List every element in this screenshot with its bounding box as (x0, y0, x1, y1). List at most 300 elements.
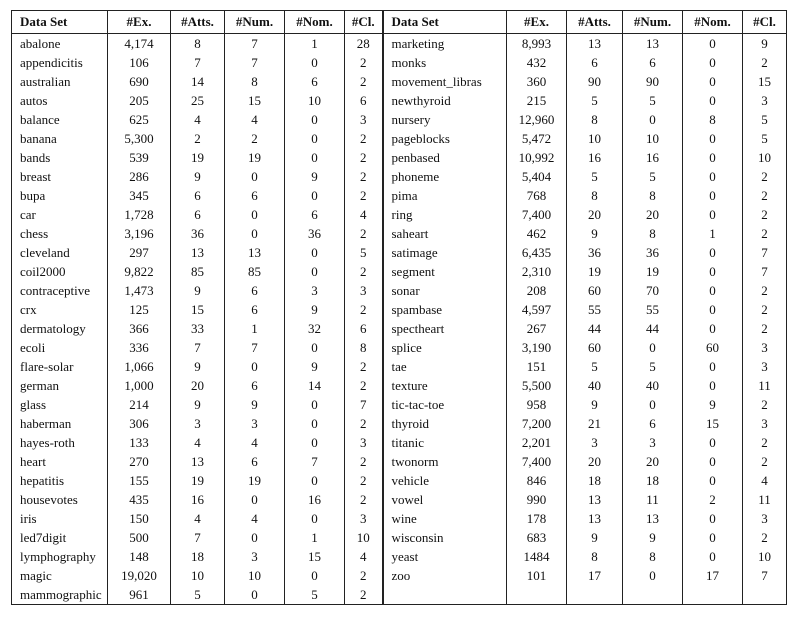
left-nominal-cell: 0 (285, 148, 345, 167)
right-numeric-cell: 6 (623, 53, 683, 72)
right-nominal-cell: 0 (683, 72, 743, 91)
header-classes-left: #Cl. (345, 11, 383, 34)
table-row (12, 72, 787, 91)
left-examples-cell: 1,000 (108, 376, 171, 395)
right-nominal-cell: 0 (683, 262, 743, 281)
left-attributes-cell: 8 (171, 34, 225, 54)
left-examples-cell: 1,066 (108, 357, 171, 376)
left-nominal-cell: 0 (285, 338, 345, 357)
left-examples-cell: 435 (108, 490, 171, 509)
left-examples-cell: 4,174 (108, 34, 171, 54)
right-dataset-name-cell: wisconsin (383, 528, 507, 547)
left-numeric-cell: 6 (225, 376, 285, 395)
left-numeric-cell: 2 (225, 129, 285, 148)
right-attributes-cell: 60 (567, 281, 623, 300)
right-dataset-name-cell: vowel (383, 490, 507, 509)
left-numeric-cell: 15 (225, 91, 285, 110)
table-body (12, 34, 787, 605)
left-examples-cell: 133 (108, 433, 171, 452)
right-numeric-cell: 8 (623, 547, 683, 566)
right-dataset-name-cell: wine (383, 509, 507, 528)
table-row (12, 34, 787, 54)
left-dataset-name-cell: hayes-roth (12, 433, 108, 452)
right-dataset-name-cell: vehicle (383, 471, 507, 490)
right-nominal-cell: 0 (683, 509, 743, 528)
header-attributes-right: #Atts. (567, 11, 623, 34)
left-classes-cell: 2 (345, 357, 383, 376)
left-numeric-cell: 1 (225, 319, 285, 338)
left-classes-cell: 2 (345, 148, 383, 167)
right-nominal-cell: 2 (683, 490, 743, 509)
table-row (12, 53, 787, 72)
right-dataset-name-cell: twonorm (383, 452, 507, 471)
table-row (12, 167, 787, 186)
left-nominal-cell: 32 (285, 319, 345, 338)
left-classes-cell: 8 (345, 338, 383, 357)
left-nominal-cell: 3 (285, 281, 345, 300)
table-row (12, 395, 787, 414)
right-nominal-cell: 0 (683, 243, 743, 262)
right-numeric-cell (623, 585, 683, 605)
table-row (12, 338, 787, 357)
left-nominal-cell: 1 (285, 528, 345, 547)
left-nominal-cell: 0 (285, 110, 345, 129)
right-attributes-cell: 8 (567, 547, 623, 566)
table-row (12, 585, 787, 605)
right-attributes-cell: 10 (567, 129, 623, 148)
right-dataset-name-cell: yeast (383, 547, 507, 566)
left-attributes-cell: 20 (171, 376, 225, 395)
right-attributes-cell: 40 (567, 376, 623, 395)
right-dataset-name-cell: thyroid (383, 414, 507, 433)
left-nominal-cell: 5 (285, 585, 345, 605)
table-row (12, 414, 787, 433)
left-attributes-cell: 3 (171, 414, 225, 433)
left-examples-cell: 148 (108, 547, 171, 566)
right-examples-cell: 846 (507, 471, 567, 490)
left-examples-cell: 106 (108, 53, 171, 72)
right-attributes-cell: 36 (567, 243, 623, 262)
left-numeric-cell: 0 (225, 490, 285, 509)
right-numeric-cell: 8 (623, 224, 683, 243)
right-nominal-cell: 0 (683, 528, 743, 547)
right-numeric-cell: 55 (623, 300, 683, 319)
left-classes-cell: 2 (345, 376, 383, 395)
left-examples-cell: 270 (108, 452, 171, 471)
right-attributes-cell: 16 (567, 148, 623, 167)
left-examples-cell: 9,822 (108, 262, 171, 281)
left-dataset-name-cell: car (12, 205, 108, 224)
left-attributes-cell: 5 (171, 585, 225, 605)
right-examples-cell: 2,201 (507, 433, 567, 452)
left-numeric-cell: 6 (225, 300, 285, 319)
right-classes-cell: 7 (743, 262, 787, 281)
table-row (12, 509, 787, 528)
left-classes-cell: 2 (345, 224, 383, 243)
right-nominal-cell: 0 (683, 300, 743, 319)
left-attributes-cell: 19 (171, 471, 225, 490)
left-attributes-cell: 4 (171, 433, 225, 452)
right-dataset-name-cell: ring (383, 205, 507, 224)
right-classes-cell: 3 (743, 414, 787, 433)
right-classes-cell: 3 (743, 91, 787, 110)
left-dataset-name-cell: heart (12, 452, 108, 471)
left-nominal-cell: 0 (285, 414, 345, 433)
right-examples-cell: 360 (507, 72, 567, 91)
right-classes-cell: 3 (743, 338, 787, 357)
left-nominal-cell: 0 (285, 129, 345, 148)
left-dataset-name-cell: balance (12, 110, 108, 129)
right-numeric-cell: 36 (623, 243, 683, 262)
left-examples-cell: 3,196 (108, 224, 171, 243)
right-nominal-cell: 0 (683, 452, 743, 471)
left-nominal-cell: 0 (285, 509, 345, 528)
right-classes-cell (743, 585, 787, 605)
table-row (12, 186, 787, 205)
table-row (12, 110, 787, 129)
left-nominal-cell: 16 (285, 490, 345, 509)
right-dataset-name-cell: monks (383, 53, 507, 72)
left-attributes-cell: 19 (171, 148, 225, 167)
right-numeric-cell: 3 (623, 433, 683, 452)
header-attributes-left: #Atts. (171, 11, 225, 34)
right-nominal-cell: 0 (683, 91, 743, 110)
datasets-table (11, 10, 787, 605)
left-dataset-name-cell: iris (12, 509, 108, 528)
table-row (12, 376, 787, 395)
right-attributes-cell: 55 (567, 300, 623, 319)
left-attributes-cell: 9 (171, 357, 225, 376)
right-attributes-cell (567, 585, 623, 605)
table-row (12, 281, 787, 300)
left-attributes-cell: 85 (171, 262, 225, 281)
right-classes-cell: 10 (743, 148, 787, 167)
right-dataset-name-cell: satimage (383, 243, 507, 262)
left-numeric-cell: 0 (225, 528, 285, 547)
right-classes-cell: 2 (743, 167, 787, 186)
right-examples-cell: 267 (507, 319, 567, 338)
table-row (12, 357, 787, 376)
right-attributes-cell: 9 (567, 528, 623, 547)
right-nominal-cell: 17 (683, 566, 743, 585)
right-nominal-cell: 0 (683, 148, 743, 167)
left-classes-cell: 3 (345, 281, 383, 300)
table-row (12, 452, 787, 471)
header-examples-left: #Ex. (108, 11, 171, 34)
table-row (12, 300, 787, 319)
left-dataset-name-cell: led7digit (12, 528, 108, 547)
left-attributes-cell: 13 (171, 243, 225, 262)
right-numeric-cell: 13 (623, 34, 683, 54)
right-numeric-cell: 18 (623, 471, 683, 490)
left-examples-cell: 19,020 (108, 566, 171, 585)
table-row (12, 243, 787, 262)
right-classes-cell: 2 (743, 319, 787, 338)
table-row (12, 471, 787, 490)
table-row (12, 91, 787, 110)
left-attributes-cell: 4 (171, 110, 225, 129)
left-classes-cell: 2 (345, 186, 383, 205)
left-attributes-cell: 10 (171, 566, 225, 585)
right-attributes-cell: 20 (567, 452, 623, 471)
left-classes-cell: 2 (345, 53, 383, 72)
right-nominal-cell: 60 (683, 338, 743, 357)
right-numeric-cell: 5 (623, 357, 683, 376)
left-examples-cell: 297 (108, 243, 171, 262)
left-attributes-cell: 7 (171, 338, 225, 357)
left-classes-cell: 3 (345, 433, 383, 452)
left-nominal-cell: 0 (285, 395, 345, 414)
right-nominal-cell: 0 (683, 281, 743, 300)
left-classes-cell: 6 (345, 91, 383, 110)
left-attributes-cell: 4 (171, 509, 225, 528)
left-attributes-cell: 9 (171, 395, 225, 414)
right-numeric-cell: 19 (623, 262, 683, 281)
right-examples-cell: 215 (507, 91, 567, 110)
right-nominal-cell: 0 (683, 547, 743, 566)
left-dataset-name-cell: glass (12, 395, 108, 414)
right-nominal-cell: 0 (683, 376, 743, 395)
left-dataset-name-cell: chess (12, 224, 108, 243)
left-dataset-name-cell: lymphography (12, 547, 108, 566)
left-numeric-cell: 7 (225, 34, 285, 54)
left-dataset-name-cell: banana (12, 129, 108, 148)
left-dataset-name-cell: crx (12, 300, 108, 319)
left-nominal-cell: 0 (285, 186, 345, 205)
left-dataset-name-cell: mammographic (12, 585, 108, 605)
left-nominal-cell: 0 (285, 471, 345, 490)
left-nominal-cell: 0 (285, 243, 345, 262)
left-examples-cell: 286 (108, 167, 171, 186)
right-examples-cell: 10,992 (507, 148, 567, 167)
right-examples-cell: 5,404 (507, 167, 567, 186)
left-numeric-cell: 4 (225, 509, 285, 528)
left-numeric-cell: 3 (225, 547, 285, 566)
right-classes-cell: 2 (743, 433, 787, 452)
left-dataset-name-cell: bupa (12, 186, 108, 205)
right-dataset-name-cell: spectheart (383, 319, 507, 338)
right-numeric-cell: 0 (623, 395, 683, 414)
right-examples-cell: 7,200 (507, 414, 567, 433)
right-dataset-name-cell: saheart (383, 224, 507, 243)
right-numeric-cell: 70 (623, 281, 683, 300)
table-row (12, 433, 787, 452)
left-numeric-cell: 6 (225, 186, 285, 205)
right-numeric-cell: 0 (623, 110, 683, 129)
left-nominal-cell: 0 (285, 262, 345, 281)
right-examples-cell: 8,993 (507, 34, 567, 54)
right-classes-cell: 5 (743, 129, 787, 148)
left-classes-cell: 2 (345, 72, 383, 91)
right-numeric-cell: 8 (623, 186, 683, 205)
right-nominal-cell: 9 (683, 395, 743, 414)
right-examples-cell: 683 (507, 528, 567, 547)
left-examples-cell: 366 (108, 319, 171, 338)
right-dataset-name-cell: tic-tac-toe (383, 395, 507, 414)
right-classes-cell: 3 (743, 509, 787, 528)
left-examples-cell: 336 (108, 338, 171, 357)
right-nominal-cell (683, 585, 743, 605)
right-numeric-cell: 5 (623, 91, 683, 110)
right-examples-cell: 768 (507, 186, 567, 205)
right-attributes-cell: 90 (567, 72, 623, 91)
left-nominal-cell: 0 (285, 53, 345, 72)
left-classes-cell: 7 (345, 395, 383, 414)
left-classes-cell: 10 (345, 528, 383, 547)
left-examples-cell: 345 (108, 186, 171, 205)
left-nominal-cell: 9 (285, 167, 345, 186)
left-numeric-cell: 6 (225, 281, 285, 300)
right-classes-cell: 2 (743, 281, 787, 300)
right-classes-cell: 7 (743, 243, 787, 262)
right-dataset-name-cell: marketing (383, 34, 507, 54)
left-attributes-cell: 2 (171, 129, 225, 148)
right-numeric-cell: 90 (623, 72, 683, 91)
left-numeric-cell: 7 (225, 53, 285, 72)
right-dataset-name-cell: pageblocks (383, 129, 507, 148)
header-row (12, 11, 787, 34)
right-numeric-cell: 9 (623, 528, 683, 547)
left-numeric-cell: 9 (225, 395, 285, 414)
left-numeric-cell: 19 (225, 471, 285, 490)
left-attributes-cell: 9 (171, 167, 225, 186)
right-attributes-cell: 5 (567, 167, 623, 186)
left-attributes-cell: 7 (171, 53, 225, 72)
left-classes-cell: 2 (345, 585, 383, 605)
right-dataset-name-cell: texture (383, 376, 507, 395)
header-classes-right: #Cl. (743, 11, 787, 34)
table-row (12, 262, 787, 281)
right-classes-cell: 3 (743, 357, 787, 376)
right-examples-cell: 7,400 (507, 452, 567, 471)
right-nominal-cell: 0 (683, 471, 743, 490)
right-attributes-cell: 9 (567, 395, 623, 414)
left-nominal-cell: 10 (285, 91, 345, 110)
right-examples-cell: 2,310 (507, 262, 567, 281)
left-numeric-cell: 7 (225, 338, 285, 357)
left-examples-cell: 125 (108, 300, 171, 319)
left-nominal-cell: 9 (285, 300, 345, 319)
right-dataset-name-cell: phoneme (383, 167, 507, 186)
left-classes-cell: 2 (345, 262, 383, 281)
left-numeric-cell: 4 (225, 110, 285, 129)
right-examples-cell: 462 (507, 224, 567, 243)
right-dataset-name-cell: nursery (383, 110, 507, 129)
right-attributes-cell: 5 (567, 357, 623, 376)
right-dataset-name-cell: penbased (383, 148, 507, 167)
right-classes-cell: 4 (743, 471, 787, 490)
left-classes-cell: 2 (345, 414, 383, 433)
left-numeric-cell: 0 (225, 357, 285, 376)
right-classes-cell: 10 (743, 547, 787, 566)
right-attributes-cell: 60 (567, 338, 623, 357)
table-row (12, 547, 787, 566)
right-examples-cell: 12,960 (507, 110, 567, 129)
left-dataset-name-cell: hepatitis (12, 471, 108, 490)
table-row (12, 148, 787, 167)
left-examples-cell: 625 (108, 110, 171, 129)
table-row (12, 224, 787, 243)
left-classes-cell: 6 (345, 319, 383, 338)
right-dataset-name-cell: splice (383, 338, 507, 357)
right-classes-cell: 2 (743, 395, 787, 414)
left-examples-cell: 500 (108, 528, 171, 547)
left-classes-cell: 2 (345, 300, 383, 319)
right-numeric-cell: 6 (623, 414, 683, 433)
right-examples-cell: 7,400 (507, 205, 567, 224)
right-examples-cell: 101 (507, 566, 567, 585)
left-attributes-cell: 6 (171, 205, 225, 224)
left-dataset-name-cell: haberman (12, 414, 108, 433)
right-nominal-cell: 0 (683, 205, 743, 224)
left-numeric-cell: 8 (225, 72, 285, 91)
left-numeric-cell: 13 (225, 243, 285, 262)
left-nominal-cell: 0 (285, 433, 345, 452)
left-numeric-cell: 0 (225, 167, 285, 186)
left-dataset-name-cell: housevotes (12, 490, 108, 509)
left-examples-cell: 539 (108, 148, 171, 167)
left-dataset-name-cell: abalone (12, 34, 108, 54)
left-classes-cell: 2 (345, 167, 383, 186)
right-dataset-name-cell (383, 585, 507, 605)
right-examples-cell: 178 (507, 509, 567, 528)
left-dataset-name-cell: autos (12, 91, 108, 110)
right-classes-cell: 11 (743, 490, 787, 509)
table-row (12, 566, 787, 585)
right-attributes-cell: 13 (567, 34, 623, 54)
right-numeric-cell: 44 (623, 319, 683, 338)
right-nominal-cell: 15 (683, 414, 743, 433)
left-examples-cell: 214 (108, 395, 171, 414)
right-examples-cell: 1484 (507, 547, 567, 566)
left-nominal-cell: 0 (285, 566, 345, 585)
right-attributes-cell: 8 (567, 110, 623, 129)
right-numeric-cell: 13 (623, 509, 683, 528)
left-classes-cell: 2 (345, 452, 383, 471)
right-numeric-cell: 5 (623, 167, 683, 186)
left-examples-cell: 5,300 (108, 129, 171, 148)
right-dataset-name-cell: sonar (383, 281, 507, 300)
left-classes-cell: 28 (345, 34, 383, 54)
datasets-table-container (11, 10, 787, 605)
header-numeric-right: #Num. (623, 11, 683, 34)
left-nominal-cell: 14 (285, 376, 345, 395)
left-numeric-cell: 0 (225, 224, 285, 243)
left-nominal-cell: 6 (285, 205, 345, 224)
header-examples-right: #Ex. (507, 11, 567, 34)
left-numeric-cell: 10 (225, 566, 285, 585)
right-dataset-name-cell: spambase (383, 300, 507, 319)
right-nominal-cell: 0 (683, 53, 743, 72)
left-examples-cell: 205 (108, 91, 171, 110)
right-attributes-cell: 19 (567, 262, 623, 281)
left-numeric-cell: 6 (225, 452, 285, 471)
right-classes-cell: 5 (743, 110, 787, 129)
header-nominal-right: #Nom. (683, 11, 743, 34)
left-dataset-name-cell: cleveland (12, 243, 108, 262)
right-dataset-name-cell: movement_libras (383, 72, 507, 91)
left-attributes-cell: 6 (171, 186, 225, 205)
left-classes-cell: 2 (345, 129, 383, 148)
table-row (12, 528, 787, 547)
left-attributes-cell: 16 (171, 490, 225, 509)
right-dataset-name-cell: pima (383, 186, 507, 205)
right-dataset-name-cell: titanic (383, 433, 507, 452)
left-numeric-cell: 0 (225, 205, 285, 224)
table-row (12, 205, 787, 224)
right-attributes-cell: 18 (567, 471, 623, 490)
right-numeric-cell: 20 (623, 205, 683, 224)
